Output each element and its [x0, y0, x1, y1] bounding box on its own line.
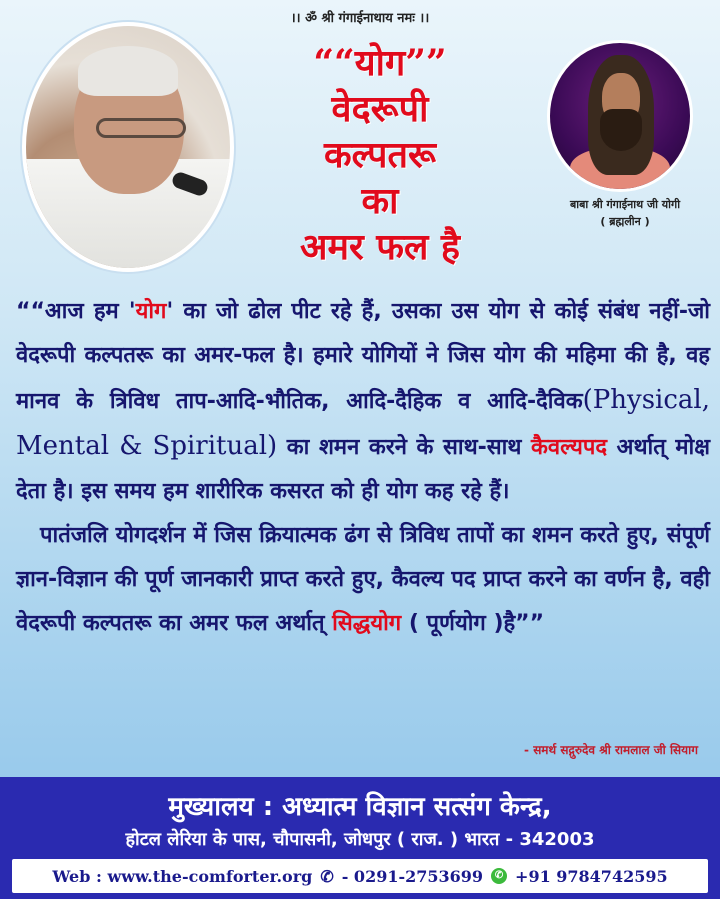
website-link[interactable]: Web : www.the-comforter.org — [52, 866, 313, 886]
quote-text: पातंजलि योगदर्शन में जिस क्रियात्मक ढंग से त्रिविध तापों का शमन करते हुए, संपूर्ण ज्ञान-विज्ञान की पूर्ण जानकारी प्राप्त करते हुए, कैवल्य पद प्राप्त करने का वर्णन है, वही वेदरूपी कल्पतरू का अमर फल अर्थात् — [16, 523, 710, 636]
headquarters-address: होटल लेरिया के पास, चौपासनी, जोधपुर ( राज. ) भारत - 342003 — [125, 829, 595, 850]
highlight-siddhayog: सिद्धयोग — [332, 611, 402, 636]
quote-text: अर्थात् मोक्ष देता है। इस समय हम शारीरिक कसरत को ही योग कह रहे हैं। — [16, 435, 710, 504]
title-line-3: कल्पतरू — [323, 134, 437, 176]
highlight-yog: योग — [135, 299, 167, 324]
contact-bar — [12, 859, 708, 893]
headquarters-title: मुख्यालय : अध्यात्म विज्ञान सत्संग केन्द्र, — [168, 792, 552, 822]
footer — [0, 777, 720, 899]
title-line-4: का — [361, 180, 399, 222]
title-line-2: वेदरूपी — [331, 88, 429, 130]
quote-paragraph-2 — [16, 514, 710, 646]
quote-text: का शमन करने के साथ-साथ — [277, 435, 531, 460]
speaker-portrait — [22, 22, 234, 272]
signature: - समर्थ सद्गुरुदेव श्री रामलाल जी सियाग — [524, 743, 698, 757]
guru-portrait — [547, 40, 693, 192]
quote-text: ' का जो ढोल पीट रहे हैं, उसका उस योग से कोई संबंध नहीं-जो वेदरूपी कल्पतरू का अमर-फल है। हमारे योगियों ने जिस योग की महिमा की है, वह मानव के त्रिविध ताप-आदि-भौतिक, आदि-दैहिक व आदि-दैविक — [16, 299, 710, 414]
whatsapp-icon: ✆ — [491, 868, 507, 884]
quote-paragraph-1 — [16, 290, 710, 514]
phone-icon: ✆ — [320, 866, 334, 886]
quote-text: ( पूर्णयोग )है”” — [401, 611, 545, 636]
phone-number[interactable]: - 0291-2753699 — [341, 866, 484, 886]
guru-caption — [540, 196, 710, 230]
english-text: (Physical, Mental & Spiritual) — [16, 385, 710, 461]
quote-body — [16, 290, 710, 646]
title-line-5: अमर फल है — [299, 226, 461, 268]
guru-caption-name: बाबा श्री गंगाईनाथ जी योगी — [569, 198, 681, 211]
highlight-kaivalyapad: कैवल्यपद — [530, 435, 608, 460]
whatsapp-number[interactable]: +91 9784742595 — [515, 866, 668, 886]
mantra-header: ।। ॐ श्री गंगाईनाथाय नमः ।। — [290, 11, 430, 26]
poster-title — [230, 40, 530, 270]
title-line-1: ““योग”” — [313, 42, 447, 84]
quote-text: ““आज हम ' — [16, 299, 136, 324]
guru-caption-status: ( ब्रह्मलीन ) — [600, 215, 650, 228]
